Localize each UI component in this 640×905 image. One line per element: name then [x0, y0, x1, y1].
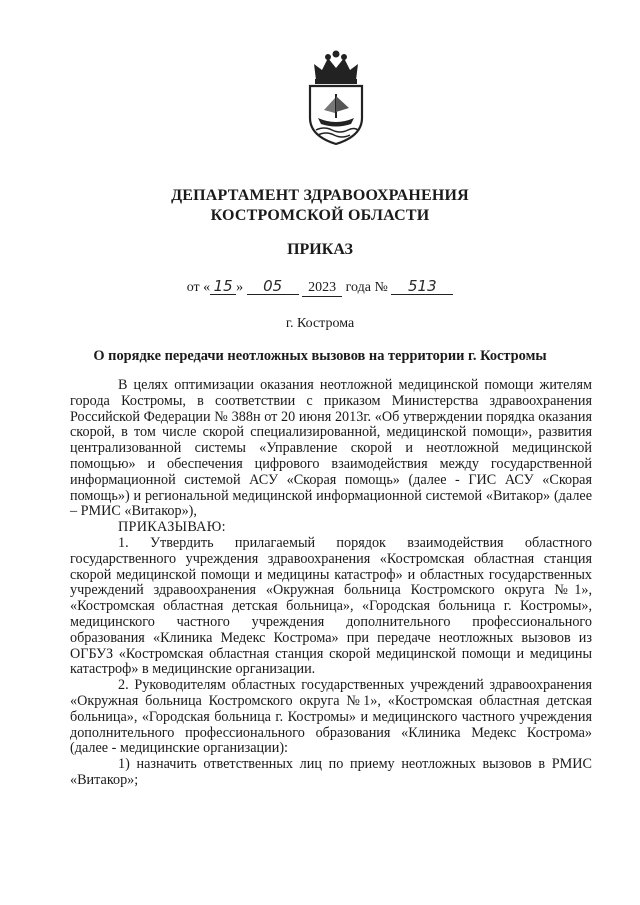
date-year: 2023 — [302, 280, 342, 297]
date-day: 15 — [210, 278, 236, 295]
order-date-number — [0, 278, 640, 297]
preamble-paragraph: В целях оптимизации оказания неотложной медицинской помощи жителям города Костромы, в соответствии с приказом Министерства здравоохранения Российской Федерации № 388н от 20 июня 2013г. «Об утверждении порядка оказания скорой, в том числе скорой специализированной, медицинской помощи», развития централизованной системы «Управление скорой и неотложной медицинской помощью» и обеспечения цифрового взаимодействия между государственной информационной системой АСУ «Скорая помощь» (далее - ГИС АСУ «Скорая помощь») и региональной медицинской информационной системой «Витакор» (далее – РМИС «Витакор»), — [70, 377, 592, 520]
department-name — [0, 186, 640, 226]
order-word: ПРИКАЗЫВАЮ: — [118, 519, 226, 536]
order-subject: О порядке передачи неотложных вызовов на территории г. Костромы — [93, 348, 547, 364]
item-2-1-paragraph: 1) назначить ответственных лиц по приему неотложных вызовов в РМИС «Витакор»; — [70, 756, 592, 788]
order-number: 513 — [391, 278, 453, 295]
department-line-2: КОСТРОМСКОЙ ОБЛАСТИ — [210, 207, 430, 224]
department-line-1: ДЕПАРТАМЕНТ ЗДРАВООХРАНЕНИЯ — [171, 187, 469, 204]
document-type: ПРИКАЗ — [287, 241, 353, 258]
city: г. Кострома — [285, 316, 355, 331]
date-separator: » — [236, 280, 244, 295]
item-1-paragraph: 1. Утвердить прилагаемый порядок взаимодействия областного государственного учреждения здравоохранения «Костромская областная станция скорой медицинской помощи и медицины катастроф» и областных государственных учреждений здравоохранения «Окружная больница Костромского округа №1», «Костромская областная детская больница», «Городская больница г. Костромы», медицинского частного учреждения дополнительного профессионального образования «Клиника Медекс Кострома» при передаче неотложных вызовов из ОГБУЗ «Костромская областная станция скорой медицинской помощи и медицины катастроф» в медицинские организации. — [70, 534, 592, 678]
number-prefix: года № — [345, 280, 388, 295]
date-prefix: от « — [186, 280, 211, 295]
item-2-paragraph: 2. Руководителям областных государственных учреждений здравоохранения «Окружная больница Костромского округа №1», «Костромская областная детская больница», «Городская больница г. Костромы» и медицинского частного учреждения дополнительного профессионального образования «Клиника Медекс Кострома» (далее - медицинские организации): — [70, 677, 592, 757]
kostroma-coat-of-arms-icon — [302, 50, 370, 146]
order-body — [70, 378, 592, 789]
date-month: 05 — [247, 278, 299, 295]
